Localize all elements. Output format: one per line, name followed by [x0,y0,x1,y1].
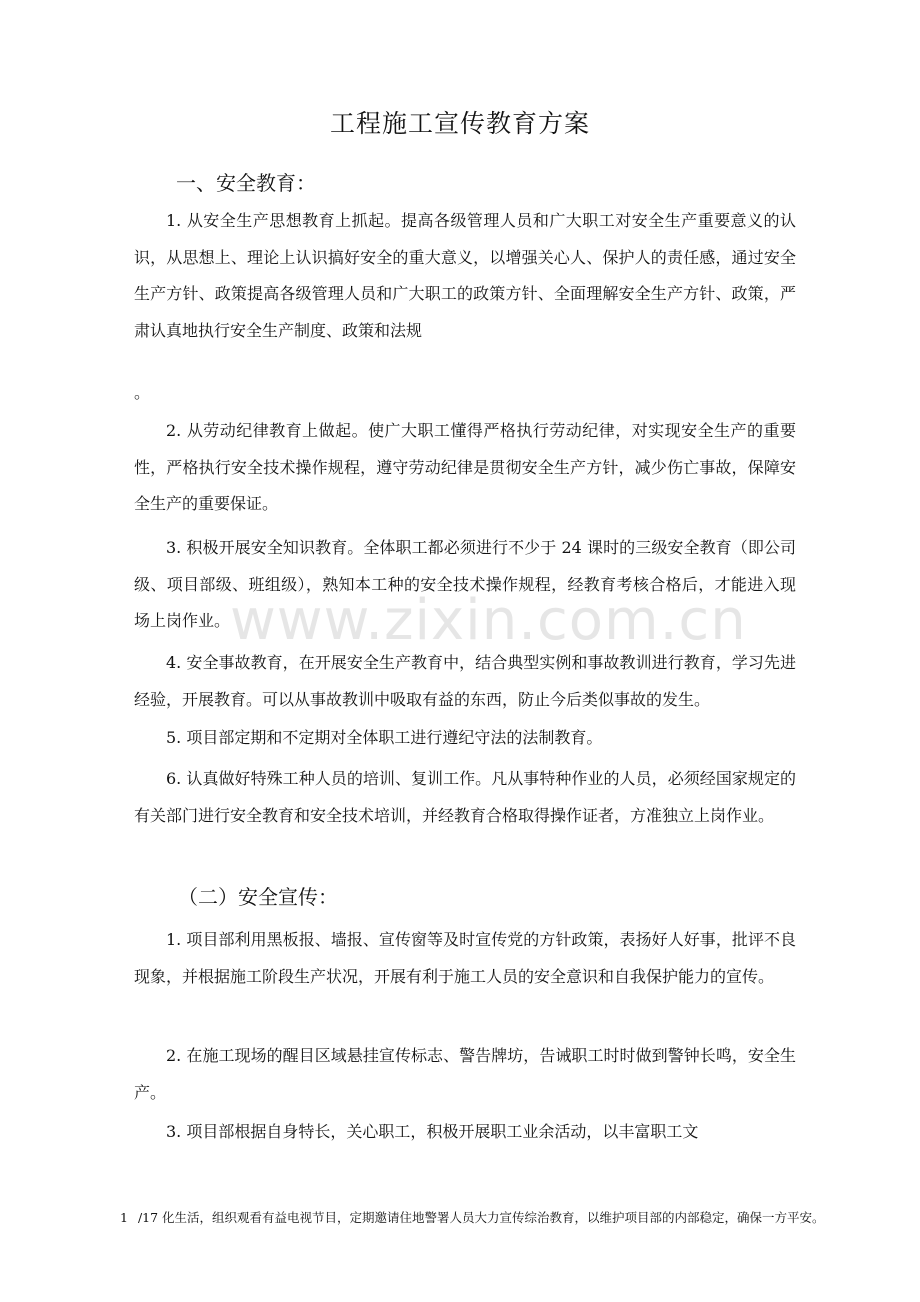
page-number: 1 [120,1210,128,1225]
paragraph: 1. 从安全生产思想教育上抓起。提高各级管理人员和广大职工对安全生产重要意义的认识，从思想上、理论上认识搞好安全的重大意义，以增强关心人、保护人的责任感，通过安全生产方针、政策提高各级管理人员和广大职工的政策方针、全面理解安全生产方针、政策，严肃认真地执行安全生产制度、政策和法规 [134,211,796,340]
section-heading-safety-education: 一、安全教育： [176,171,316,195]
paragraph: 6. 认真做好特殊工种人员的培训、复训工作。凡从事特种作业的人员，必须经国家规定的有关部门进行安全教育和安全技术培训，并经教育合格取得操作证者，方准独立上岗作业。 [134,769,796,825]
paragraph: 2. 在施工现场的醒目区域悬挂宣传标志、警告牌坊，告诫职工时时做到警钟长鸣，安全生产。 [134,1046,796,1102]
page-footer [120,1208,825,1228]
paragraph: 3. 积极开展安全知识教育。全体职工都必须进行不少于 24 课时的三级安全教育（即公司级、项目部级、班组级），熟知本工种的安全技术操作规程，经教育考核合格后，才能进入现场上岗作业。 [134,538,796,630]
paragraph: 4. 安全事故教育，在开展安全生产教育中，结合典型实例和事故教训进行教育，学习先进经验，开展教育。可以从事故教训中吸取有益的东西，防止今后类似事故的发生。 [134,653,796,709]
document-title: 工程施工宣传教育方案 [329,109,590,138]
footer-text: /17 化生活，组织观看有益电视节目，定期邀请住地警署人员大力宣传综治教育，以维护项目部的内部稳定，确保一方平安。 [137,1210,825,1225]
paragraph-continuation: 。 [134,383,151,402]
watermark: www.zixin.com.cn [230,588,747,653]
paragraph: 3. 项目部根据自身特长，关心职工，积极开展职工业余活动，以丰富职工文 [166,1122,699,1141]
paragraph: 5. 项目部定期和不定期对全体职工进行遵纪守法的法制教育。 [166,728,603,747]
paragraph: 2. 从劳动纪律教育上做起。使广大职工懂得严格执行劳动纪律，对实现安全生产的重要性，严格执行安全技术操作规程，遵守劳动纪律是贯彻安全生产方针，减少伤亡事故，保障安全生产的重要保证。 [134,421,796,513]
section-heading-safety-publicity: （二）安全宣传： [178,885,338,909]
paragraph: 1. 项目部利用黑板报、墙报、宣传窗等及时宣传党的方针政策，表扬好人好事，批评不良现象，并根据施工阶段生产状况，开展有利于施工人员的安全意识和自我保护能力的宣传。 [134,930,796,986]
